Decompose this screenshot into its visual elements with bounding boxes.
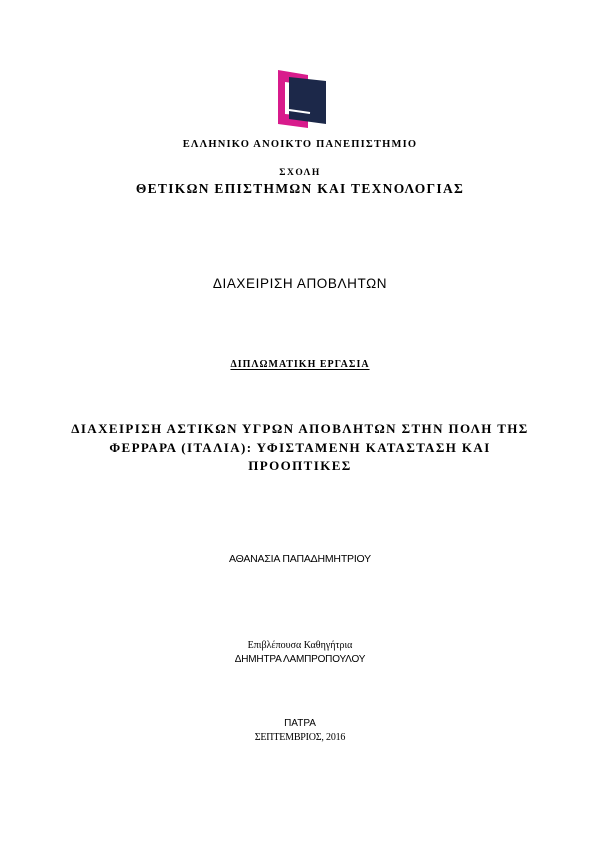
logo-graphic <box>272 70 328 128</box>
university-name: ΕΛΛΗΝΙΚΟ ΑΝΟΙΚΤΟ ΠΑΝΕΠΙΣΤΗΜΙΟ <box>182 139 418 150</box>
document-type-label: ΔΙΠΛΩΜΑΤΙΚΗ ΕΡΓΑΣΙΑ <box>230 359 370 370</box>
supervisor-name: ΔΗΜΗΤΡΑ ΛΑΜΠΡΟΠΟΥΛΟΥ <box>234 654 366 665</box>
thesis-title-line: ΔΙΑΧΕΙΡΙΣΗ ΑΣΤΙΚΩΝ ΥΓΡΩΝ ΑΠΟΒΛΗΤΩΝ ΣΤΗΝ ΠΟΛΗ ΤΗΣ <box>71 421 529 436</box>
university-logo-icon <box>272 70 328 128</box>
thesis-title-line: ΠΡΟΟΠΤΙΚΕΣ <box>248 458 352 473</box>
supervisor-role: Επιβλέπουσα Καθηγήτρια <box>247 640 353 651</box>
logo-navy-shape <box>289 77 326 124</box>
author-name: ΑΘΑΝΑΣΙΑ ΠΑΠΑΔΗΜΗΤΡΙΟΥ <box>229 553 371 565</box>
thesis-title <box>0 420 600 476</box>
program-name: ΔΙΑΧΕΙΡΙΣΗ ΑΠΟΒΛΗΤΩΝ <box>212 276 388 291</box>
date: ΣΕΠΤΕΜΒΡΙΟΣ, 2016 <box>254 732 346 743</box>
city: ΠΑΤΡΑ <box>284 718 316 729</box>
thesis-title-line: ΦΕΡΡΑΡΑ (ΙΤΑΛΙΑ): ΥΦΙΣΤΑΜΕΝΗ ΚΑΤΑΣΤΑΣΗ ΚΑΙ <box>109 439 491 455</box>
school-label: ΣΧΟΛΗ <box>279 168 321 178</box>
document-type <box>0 359 600 370</box>
school-name: ΘΕΤΙΚΩΝ ΕΠΙΣΤΗΜΩΝ ΚΑΙ ΤΕΧΝΟΛΟΓΙΑΣ <box>135 181 465 196</box>
